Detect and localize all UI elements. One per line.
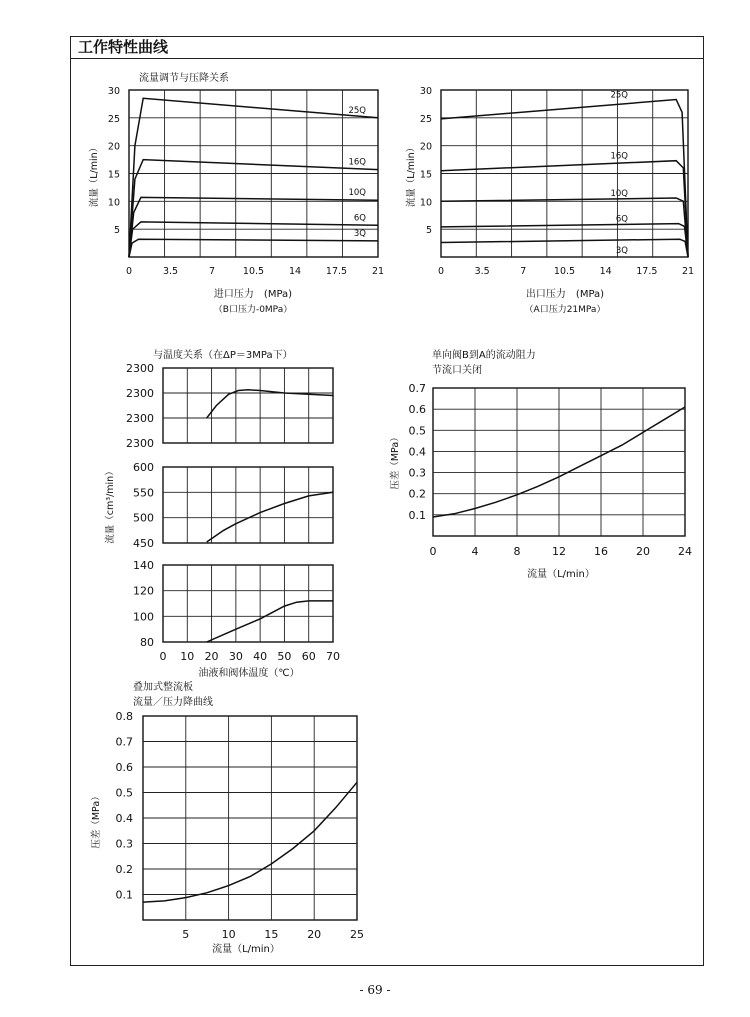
series-25Q bbox=[441, 100, 688, 258]
x-tick-label: 16 bbox=[594, 545, 608, 558]
y-tick-label: 0.8 bbox=[115, 710, 133, 723]
x-tick-label: 0 bbox=[125, 266, 133, 277]
chart5-grid bbox=[143, 716, 357, 920]
y-tick-label: 0.4 bbox=[408, 445, 426, 459]
chart3a-ticks bbox=[126, 362, 154, 450]
chart2-xlabel-note: （A口压力21MPa） bbox=[524, 305, 606, 315]
chart3-title: 与温度关系（在ΔP＝3MPa下） bbox=[153, 350, 293, 361]
y-tick-label: 0.1 bbox=[408, 508, 426, 522]
chart-temperature-relationship bbox=[104, 348, 340, 679]
x-tick-label: 0 bbox=[159, 650, 167, 663]
chart3-xlabel: 油液和阀体温度（℃） bbox=[198, 668, 300, 679]
chart4-ylabel: 压差（MPa） bbox=[390, 432, 401, 490]
x-tick-label: 17.5 bbox=[325, 266, 348, 277]
series-label: 16Q bbox=[348, 157, 366, 168]
x-tick-label: 21 bbox=[371, 266, 385, 277]
chart1-xlabel-note: （B口压力-0MPa） bbox=[213, 305, 293, 315]
x-tick-label: 50 bbox=[277, 650, 292, 663]
x-tick-label: 5 bbox=[182, 928, 190, 941]
y-tick-label: 80 bbox=[140, 636, 154, 649]
x-tick-label: 0 bbox=[437, 266, 445, 277]
plot-frame bbox=[163, 565, 333, 642]
y-tick-label: 2300 bbox=[126, 437, 154, 450]
y-tick-label: 0.1 bbox=[115, 888, 133, 902]
x-tick-label: 14 bbox=[288, 266, 302, 277]
x-tick-label: 7 bbox=[520, 266, 527, 277]
y-tick-label: 10 bbox=[419, 197, 432, 209]
y-tick-label: 2300 bbox=[126, 362, 154, 375]
chart4-ticks bbox=[409, 382, 693, 558]
y-tick-label: 15 bbox=[419, 169, 432, 181]
series-curve bbox=[143, 782, 357, 902]
series-label: 16Q bbox=[610, 151, 628, 162]
y-tick-label: 5 bbox=[113, 225, 120, 237]
x-tick-label: 24 bbox=[678, 545, 692, 558]
plot-frame bbox=[163, 467, 333, 543]
chart4-xlabel: 流量（L/min） bbox=[527, 569, 595, 580]
x-tick-label: 60 bbox=[301, 650, 316, 663]
y-tick-label: 0.5 bbox=[115, 786, 133, 800]
chart4-grid bbox=[433, 388, 685, 536]
series-curve bbox=[207, 390, 333, 418]
x-tick-label: 8 bbox=[513, 545, 521, 558]
chart2-ylabel: 流量（L/min） bbox=[406, 142, 417, 208]
chart3c-grid bbox=[163, 565, 333, 642]
y-tick-label: 0.3 bbox=[115, 837, 133, 851]
chart1-title: 流量调节与压降关系 bbox=[139, 73, 229, 84]
x-tick-label: 70 bbox=[326, 650, 340, 663]
y-tick-label: 25 bbox=[419, 113, 432, 125]
series-label: 10Q bbox=[610, 188, 628, 199]
y-tick-label: 5 bbox=[425, 225, 432, 237]
y-tick-label: 140 bbox=[133, 559, 154, 572]
x-tick-label: 20 bbox=[636, 545, 650, 558]
chart1-xlabel: 进口压力 (MPa) bbox=[213, 289, 293, 300]
series-label: 25Q bbox=[348, 105, 366, 116]
x-tick-label: 10.5 bbox=[553, 266, 576, 277]
chart5-title: 叠加式整流板 bbox=[133, 682, 193, 693]
chart-flow-vs-inlet-pressure bbox=[88, 71, 384, 315]
series-10Q bbox=[441, 198, 688, 257]
x-tick-label: 30 bbox=[228, 650, 243, 663]
chart-stacked-rectifier-plate bbox=[90, 680, 364, 955]
chart5-ticks bbox=[116, 710, 365, 941]
y-tick-label: 25 bbox=[107, 113, 120, 125]
chart5-series bbox=[143, 782, 357, 902]
chart2-xlabel: 出口压力 (MPa) bbox=[525, 289, 605, 300]
series-3Q bbox=[129, 239, 378, 257]
x-tick-label: 10 bbox=[221, 928, 236, 941]
y-tick-label: 30 bbox=[419, 86, 432, 97]
chart4-subtitle: 节流口关闭 bbox=[432, 365, 482, 376]
series-label: 10Q bbox=[348, 188, 366, 199]
y-tick-label: 500 bbox=[133, 511, 154, 525]
y-tick-label: 20 bbox=[419, 141, 432, 153]
plot-frame bbox=[163, 368, 333, 443]
x-tick-label: 40 bbox=[253, 650, 268, 663]
x-tick-label: 10 bbox=[180, 650, 195, 663]
x-tick-label: 10.5 bbox=[242, 266, 265, 277]
chart3b-grid bbox=[163, 467, 333, 543]
y-tick-label: 600 bbox=[133, 461, 154, 474]
x-tick-label: 20 bbox=[307, 928, 322, 941]
chart2-grid bbox=[441, 90, 688, 257]
series-label: 25Q bbox=[610, 90, 628, 101]
x-tick-label: 14 bbox=[599, 266, 612, 277]
page-number: - 69 - bbox=[359, 983, 391, 997]
y-tick-label: 15 bbox=[107, 169, 120, 181]
y-tick-label: 0.4 bbox=[115, 812, 133, 825]
y-tick-label: 0.7 bbox=[115, 735, 133, 749]
x-tick-label: 15 bbox=[264, 928, 279, 941]
chart4-title: 单向阀B到A的流动阻力 bbox=[432, 350, 536, 361]
y-tick-label: 0.3 bbox=[408, 466, 426, 480]
x-tick-label: 3.5 bbox=[162, 266, 179, 277]
chart5-ylabel: 压差（MPa） bbox=[91, 791, 102, 849]
y-tick-label: 100 bbox=[133, 610, 154, 624]
y-tick-label: 450 bbox=[133, 537, 154, 550]
x-tick-label: 4 bbox=[471, 545, 479, 558]
chart-check-valve-resistance bbox=[389, 348, 692, 580]
series-label: 6Q bbox=[615, 214, 628, 225]
x-tick-label: 20 bbox=[204, 650, 219, 663]
chart3a-grid bbox=[163, 368, 333, 443]
x-tick-label: 12 bbox=[552, 545, 566, 558]
page-heading: 工作特性曲线 bbox=[78, 38, 169, 56]
y-tick-label: 0.6 bbox=[115, 761, 133, 774]
series-25Q bbox=[129, 98, 378, 257]
x-tick-label: 3.5 bbox=[474, 266, 490, 277]
series-curve bbox=[207, 601, 333, 642]
chart3b-ticks bbox=[133, 461, 154, 550]
y-tick-label: 0.2 bbox=[408, 487, 426, 501]
x-tick-label: 0 bbox=[429, 545, 437, 558]
x-tick-label: 17.5 bbox=[636, 266, 658, 277]
chart3c-series bbox=[207, 601, 333, 642]
series-label: 6Q bbox=[353, 213, 366, 224]
y-tick-label: 10 bbox=[107, 197, 120, 209]
series-10Q bbox=[129, 197, 378, 257]
y-tick-label: 0.7 bbox=[408, 382, 426, 395]
chart5-subtitle: 流量／压力降曲线 bbox=[133, 697, 213, 708]
series-label: 3Q bbox=[615, 246, 628, 257]
y-tick-label: 20 bbox=[107, 141, 120, 153]
x-tick-label: 25 bbox=[350, 928, 364, 941]
series-3Q bbox=[441, 239, 688, 257]
chart1-ylabel: 流量（L/min） bbox=[89, 142, 100, 208]
y-tick-label: 30 bbox=[107, 86, 120, 97]
y-tick-label: 550 bbox=[133, 486, 154, 500]
chart5-xlabel: 流量（L/min） bbox=[212, 944, 280, 955]
chart1-series bbox=[129, 98, 378, 257]
x-tick-label: 7 bbox=[208, 266, 216, 277]
series-curve bbox=[207, 492, 333, 542]
y-tick-label: 0.2 bbox=[115, 863, 133, 876]
chart3a-series bbox=[207, 390, 333, 418]
chart3-ylabel: 流量（cm³/min） bbox=[105, 466, 116, 544]
series-label: 3Q bbox=[353, 228, 366, 239]
chart3b-series bbox=[207, 492, 333, 542]
series-16Q bbox=[129, 157, 378, 257]
y-tick-label: 120 bbox=[133, 584, 154, 598]
y-tick-label: 0.6 bbox=[408, 403, 426, 417]
chart-flow-vs-outlet-pressure bbox=[405, 86, 694, 315]
y-tick-label: 2300 bbox=[126, 412, 154, 425]
y-tick-label: 0.5 bbox=[408, 424, 426, 438]
y-tick-label: 2300 bbox=[126, 387, 154, 400]
x-tick-label: 21 bbox=[681, 266, 695, 277]
